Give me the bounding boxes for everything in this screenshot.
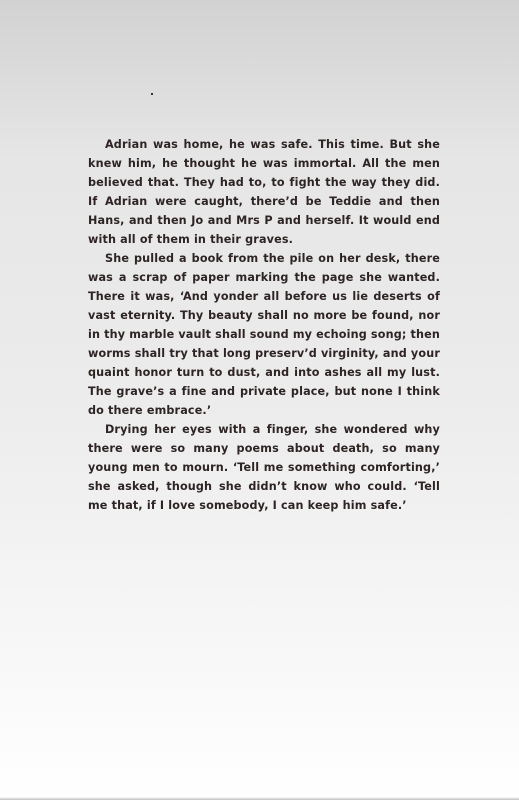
paragraph-1: Adrian was home, he was safe. This time. But she knew him, he thought he was immortal. All the men believed that. They had to, to fight the way they did. If Adrian were caught, there’d be Teddie and then Hans, and then Jo and Mrs P and herself. It would end with all of them in their graves. <box>88 138 440 246</box>
page-mark <box>151 93 153 95</box>
body-text <box>88 135 440 515</box>
paragraph-3: Drying her eyes with a finger, she wondered why there were so many poems about death, so many young men to mourn. ‘Tell me something comforting,’ she asked, though she didn’t know who could. ‘Tell me that, if I love somebody, I can keep him safe.’ <box>88 423 440 512</box>
paragraph-2: She pulled a book from the pile on her desk, there was a scrap of paper marking the page she wanted. There it was, ‘And yonder all before us lie deserts of vast eternity. Thy beauty shall no more be found, nor in thy marble vault shall sound my echoing song; then worms shall try that long preserv’d virginity, and your quaint honor turn to dust, and into ashes all my lust. The grave’s a fine and private place, but none I think do there embrace.’ <box>88 252 440 417</box>
